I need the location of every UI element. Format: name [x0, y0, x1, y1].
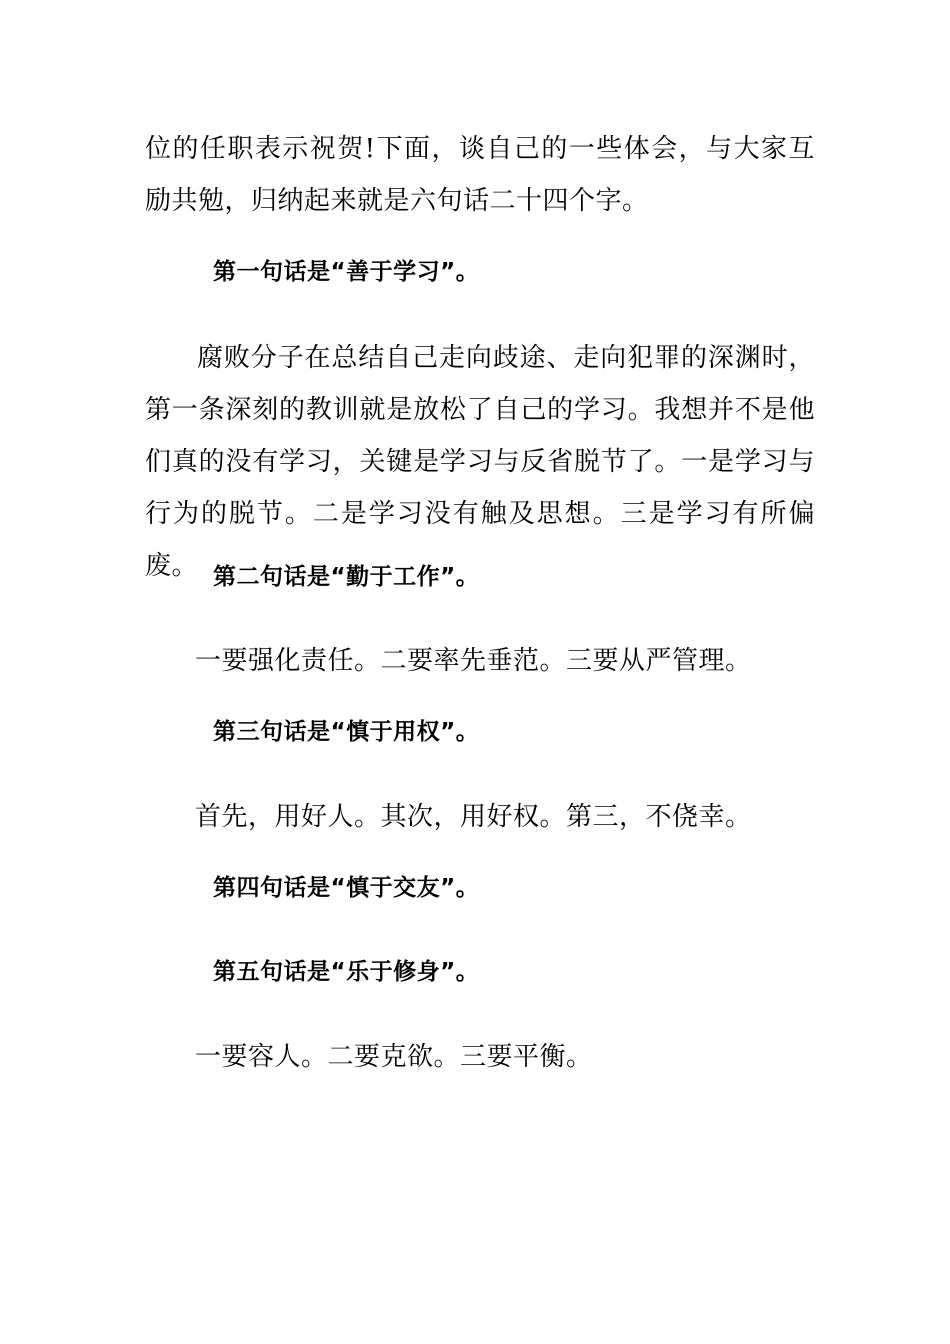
intro-paragraph: 位的任职表示祝贺!下面，谈自己的一些体会，与大家互励共勉，归纳起来就是六句话二十四个字。: [145, 134, 815, 216]
section3-heading: 第三句话是“慎于用权”。: [213, 719, 480, 745]
section2-paragraph: 一要强化责任。二要率先垂范。三要从严管理。: [195, 646, 752, 676]
section2-heading: 第二句话是“勤于工作”。: [213, 564, 480, 590]
section4-heading: 第四句话是“慎于交友”。: [213, 875, 480, 901]
section3-paragraph: 首先，用好人。其次，用好权。第三，不侥幸。: [195, 802, 752, 832]
section5-paragraph: 一要容人。二要克欲。三要平衡。: [195, 1042, 593, 1072]
section1-heading: 第一句话是“善于学习”。: [213, 259, 480, 285]
section1-paragraph: 腐败分子在总结自己走向歧途、走向犯罪的深渊时，第一条深刻的教训就是放松了自己的学习。我想并不是他们真的没有学习，关键是学习与反省脱节了。一是学习与行为的脱节。二是学习没有触及思想。三是学习有所偏废。: [145, 343, 815, 581]
section5-heading: 第五句话是“乐于修身”。: [213, 959, 480, 985]
